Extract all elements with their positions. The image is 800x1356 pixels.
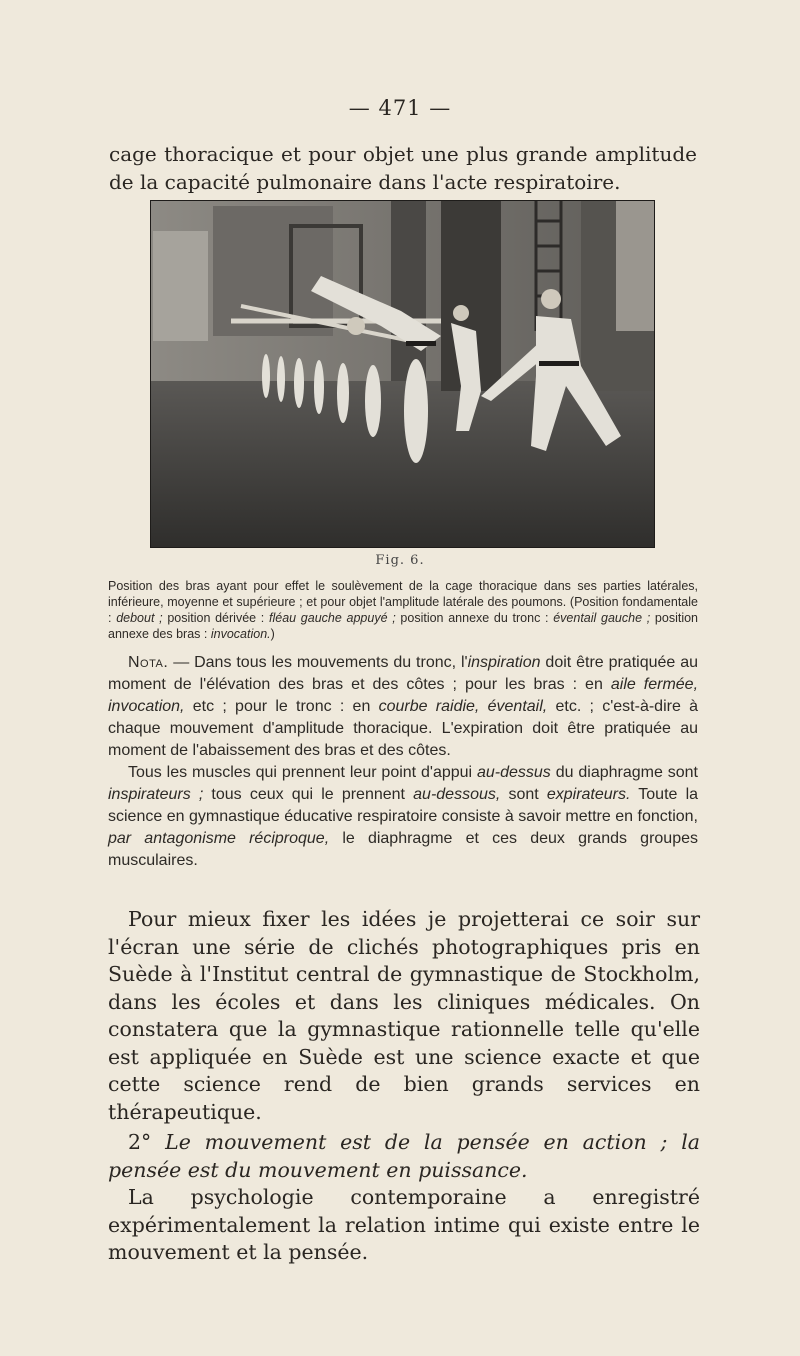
nota-paragraph-1	[108, 652, 698, 762]
gymnasts-photo-illustration	[151, 201, 654, 547]
nota-italic: au-dessus	[476, 764, 551, 781]
caption-part: position annexe des bras :	[108, 611, 698, 641]
window-left	[153, 231, 208, 341]
nota-paragraph-2	[108, 762, 698, 872]
nota-text: etc ; pour le tronc : en	[184, 698, 379, 715]
nota-label: Nota.	[128, 654, 169, 671]
intro-paragraph	[109, 140, 697, 196]
section-heading	[108, 1129, 700, 1184]
caption-part: position dérivée :	[162, 611, 269, 625]
section-title: Le mouvement est de la pensée en action ; la pensée est du mouvement en puissance.	[108, 1130, 700, 1182]
nota-text: Toute la science en gymnastique éducative respiratoire consiste à savoir mettre en fonction,	[108, 786, 699, 825]
nota-text: Tous les muscles qui prennent leur point d'appui	[128, 764, 477, 781]
caption-text	[108, 578, 698, 642]
nota-text: du diaphragme sont	[550, 764, 698, 781]
nota-italic: aile fermée, invocation,	[108, 676, 699, 715]
nota-text: etc. ; c'est-à-dire à chaque mouvement d'amplitude thoracique. L'expiration doit être pratiquée au moment de l'abaissement des bras et des côtes.	[108, 698, 699, 759]
nota-italic: inspirateurs ;	[108, 786, 204, 803]
caption-italic: fléau gauche appuyé ;	[269, 611, 396, 625]
caption-italic: invocation.	[210, 627, 271, 641]
nota-text: — Dans tous les mouvements du tronc, l'	[168, 654, 468, 671]
figure-label: Fig. 6.	[375, 553, 425, 568]
body-paragraph-1: Pour mieux fixer les idées je projetterai ce soir sur l'écran une série de clichés photographiques pris en Suède à l'Institut central de gymnastique de Stockholm, dans les écoles et dans les cliniques médicales. On constatera que la gymnastique rationnelle telle qu'elle est appliquée en Suède est une science exacte et que cette science rend de bien grands services en thérapeutique.	[108, 907, 700, 1124]
pillar	[391, 201, 426, 381]
nota-text: doit être pratiquée au moment de l'élévation des bras et des côtes ; pour les bras : en	[108, 654, 699, 693]
caption-italic: éventail gauche ;	[553, 611, 651, 625]
body-paragraph-2: La psychologie contemporaine a enregistré expérimentalement la relation intime qui existe entre le mouvement et la pensée.	[108, 1185, 700, 1264]
nota-italic: courbe raidie, éventail,	[378, 698, 548, 715]
nota-italic: expirateurs.	[546, 786, 631, 803]
nota-text: le diaphragme et ces deux grands groupes musculaires.	[108, 830, 698, 869]
caption-part: position annexe du tronc :	[395, 611, 554, 625]
nota-italic: par antagonisme réciproque,	[108, 830, 330, 847]
page-number: — 471 —	[348, 96, 452, 120]
nota-italic: au-dessous,	[413, 786, 501, 803]
nota-text: tous ceux qui le prennent	[203, 786, 414, 803]
window-right	[616, 201, 654, 331]
section-number: 2°	[128, 1130, 152, 1154]
nota-text: sont	[500, 786, 547, 803]
figure-photograph	[150, 200, 655, 548]
caption-italic: debout ;	[116, 611, 163, 625]
caption-part: Position des bras ayant pour effet le soulèvement de la cage thoracique dans ses parties latérales, inférieure, moyenne et supérieure ; et pour objet l'amplitude latérale des poumons. (Position fondamentale :	[108, 579, 698, 625]
gym-floor	[151, 381, 654, 547]
intro-text: cage thoracique et pour objet une plus grande amplitude de la capacité pulmonaire dans l'acte respiratoire.	[109, 142, 697, 194]
nota-italic: inspiration	[467, 654, 541, 671]
nota-section	[108, 652, 698, 872]
main-text	[108, 906, 700, 1267]
caption-part: )	[270, 627, 275, 641]
figure-caption	[108, 578, 698, 642]
